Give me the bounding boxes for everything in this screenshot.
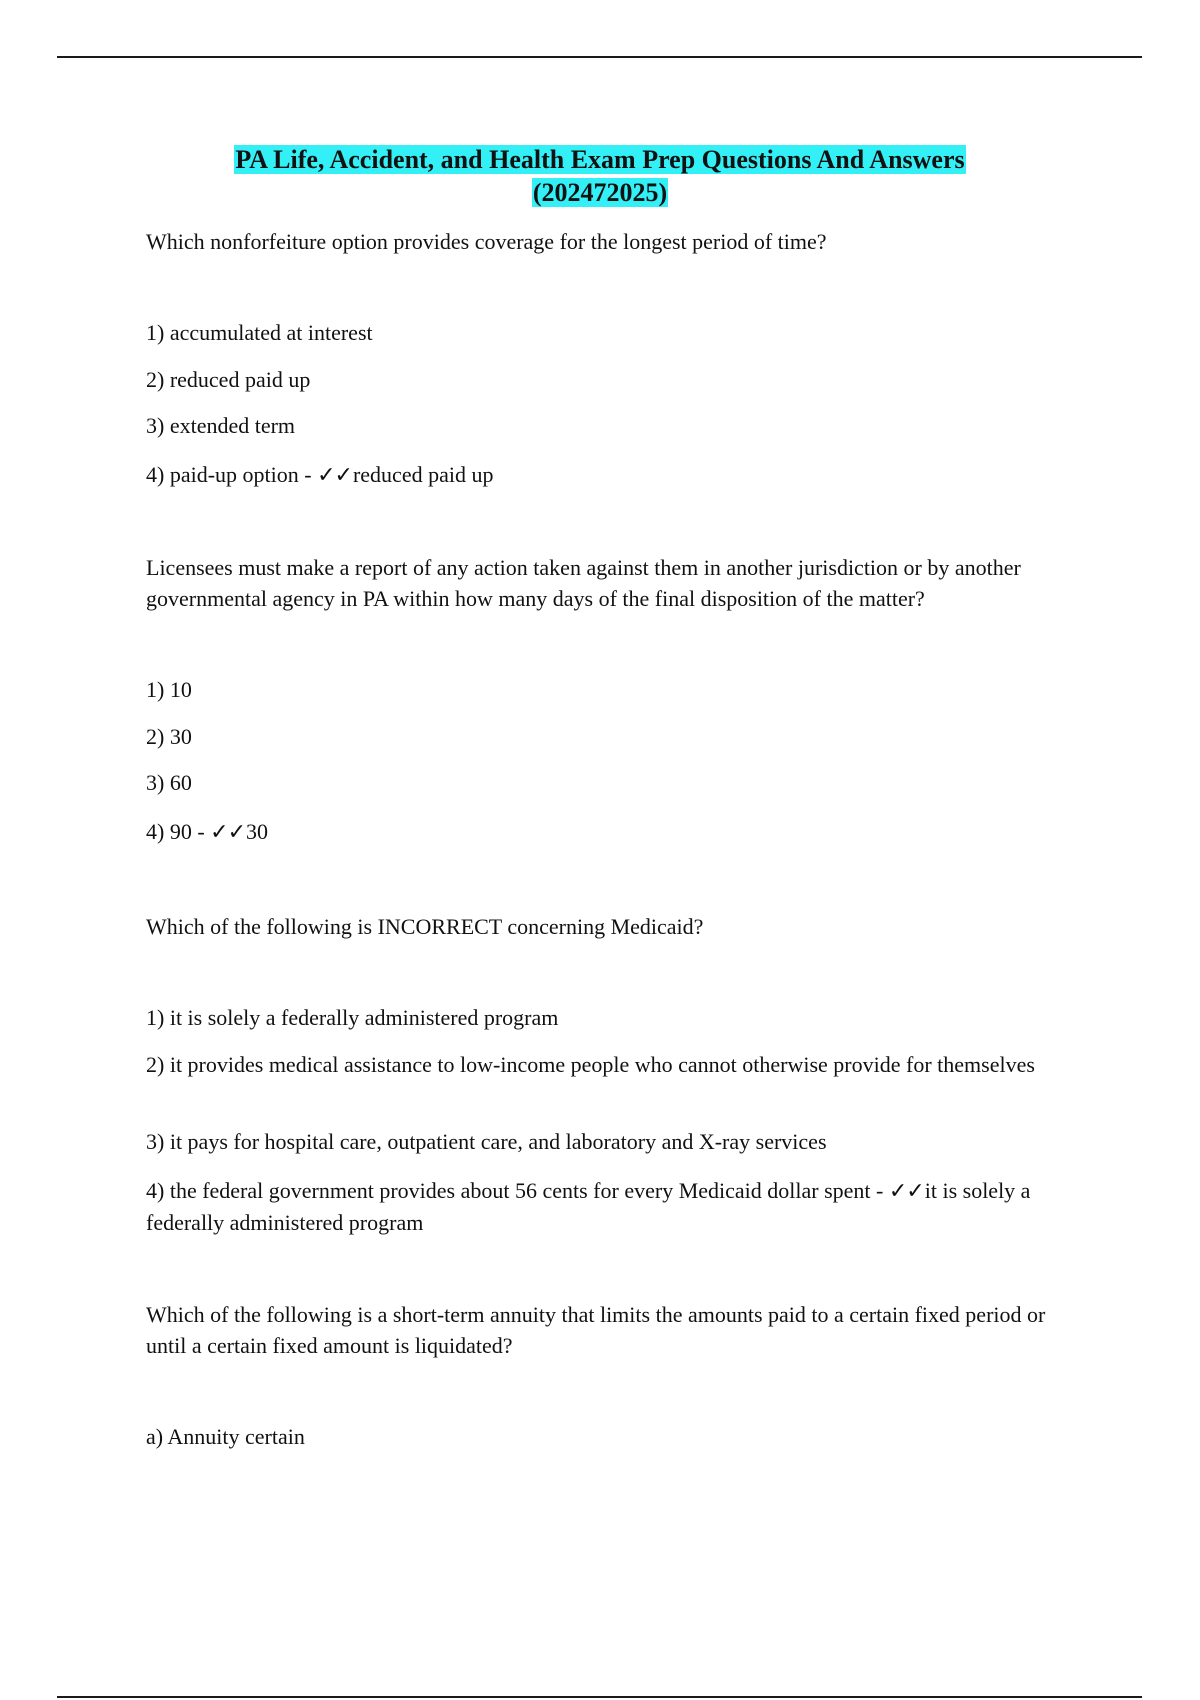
document-title (0, 143, 1200, 209)
footer-rule (57, 1696, 1142, 1698)
question-1-option-1: 1) accumulated at interest (146, 320, 373, 345)
title-line-1: PA Life, Accident, and Health Exam Prep Questions And Answers (235, 145, 965, 174)
question-1-option-3: 3) extended term (146, 413, 296, 438)
question-3-option-1: 1) it is solely a federally administered program (146, 1005, 559, 1030)
question-1-text: Which nonforfeiture option provides coverage for the longest period of time? (146, 229, 827, 254)
question-4-text: Which of the following is a short-term annuity that limits the amounts paid to a certain fixed period or until a certain fixed amount is liquidated? (146, 1302, 1046, 1358)
question-3-answer: it is solely a federally administered program (146, 1178, 1031, 1235)
question-2-option-4 (146, 816, 1106, 848)
question-3-text: Which of the following is INCORRECT concerning Medicaid? (146, 914, 704, 939)
question-2-option-2: 2) 30 (146, 724, 192, 749)
question-2-answer: 30 (246, 819, 269, 844)
double-check-icon: ✓✓ (317, 463, 352, 488)
question-3-option-4 (146, 1175, 1046, 1238)
question-4-option-1: a) Annuity certain (146, 1424, 305, 1449)
question-3-option-4-label: 4) the federal government provides about 56 cents for every Medicaid dollar spent - (146, 1178, 889, 1203)
question-1-answer: reduced paid up (352, 462, 494, 487)
question-2-text: Licensees must make a report of any action taken against them in another jurisdiction or by another governmental agency in PA within how many days of the final disposition of the matter? (146, 555, 1021, 611)
double-check-icon: ✓✓ (888, 1179, 924, 1204)
question-2-option-1: 1) 10 (146, 677, 192, 702)
question-3-option-3: 3) it pays for hospital care, outpatient care, and laboratory and X-ray services (146, 1129, 827, 1154)
question-2-option-4-label: 4) 90 - (146, 819, 211, 844)
question-1-option-2: 2) reduced paid up (146, 367, 311, 392)
header-rule (57, 56, 1142, 58)
double-check-icon: ✓✓ (210, 820, 246, 845)
question-1-option-4 (146, 459, 1106, 491)
question-3-option-2: 2) it provides medical assistance to low-income people who cannot otherwise provide for themselves (146, 1052, 1035, 1077)
question-2-option-3: 3) 60 (146, 770, 192, 795)
title-line-2: (202472025) (532, 178, 668, 207)
question-1-option-4-label: 4) paid-up option - (146, 462, 318, 487)
